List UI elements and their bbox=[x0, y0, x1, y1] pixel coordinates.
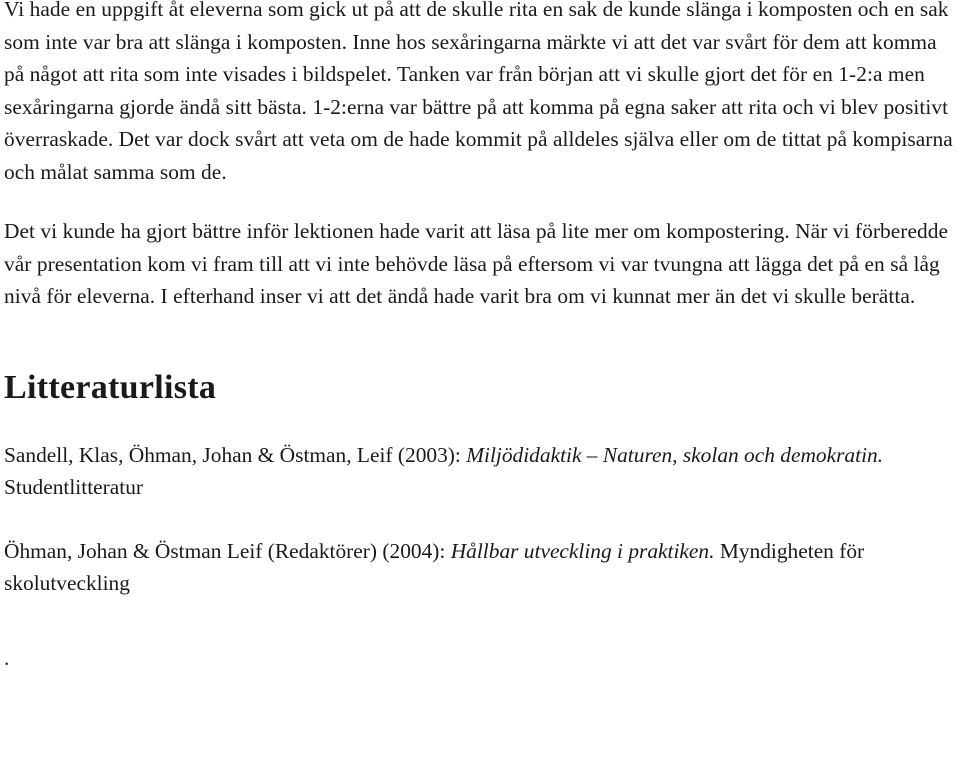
document-page bbox=[4, 0, 958, 674]
reference-1-authors: Sandell, Klas, Öhman, Johan & Östman, Leif (2003): bbox=[4, 442, 467, 467]
reference-entry-1 bbox=[4, 439, 958, 504]
references-heading: Litteraturlista bbox=[4, 368, 217, 406]
reference-1-title: Miljödidaktik – Naturen, skolan och demokratin. bbox=[466, 442, 884, 467]
body-paragraph-2: Det vi kunde ha gjort bättre inför lektionen hade varit att läsa på lite mer om kompostering. När vi förberedde vår presentation kom vi fram till att vi inte behövde läsa på eftersom vi var tvungna att lägga det på en så låg nivå för eleverna. I efterhand inser vi att det ändå hade varit bra om vi kunnat mer än det vi skulle berätta. bbox=[4, 219, 949, 308]
body-paragraph-1: Vi hade en uppgift åt eleverna som gick ut på att de skulle rita en sak de kunde slänga i komposten och en sak som inte var bra att slänga i komposten. Inne hos sexåringarna märkte vi att det var svårt för dem att komma på något att rita som inte visades i bildspelet. Tanken var från början att vi skulle gjort det för en 1-2:a men sexåringarna gjorde ändå sitt bästa. 1-2:erna var bättre på att komma på egna saker att rita och vi blev positivt överraskade. Det var dock svårt att veta om de hade kommit på alldeles själva eller om de tittat på kompisarna och målat samma som de. bbox=[4, 0, 953, 184]
reference-2-authors: Öhman, Johan & Östman Leif (Redaktörer) (2004): bbox=[4, 538, 451, 563]
reference-2-publisher: Myndigheten för skolutveckling bbox=[4, 538, 865, 595]
reference-1-publisher: Studentlitteratur bbox=[4, 475, 144, 499]
trailing-period: . bbox=[4, 645, 10, 670]
reference-2-title: Hållbar utveckling i praktiken. bbox=[450, 538, 715, 563]
reference-entry-2 bbox=[4, 535, 958, 600]
